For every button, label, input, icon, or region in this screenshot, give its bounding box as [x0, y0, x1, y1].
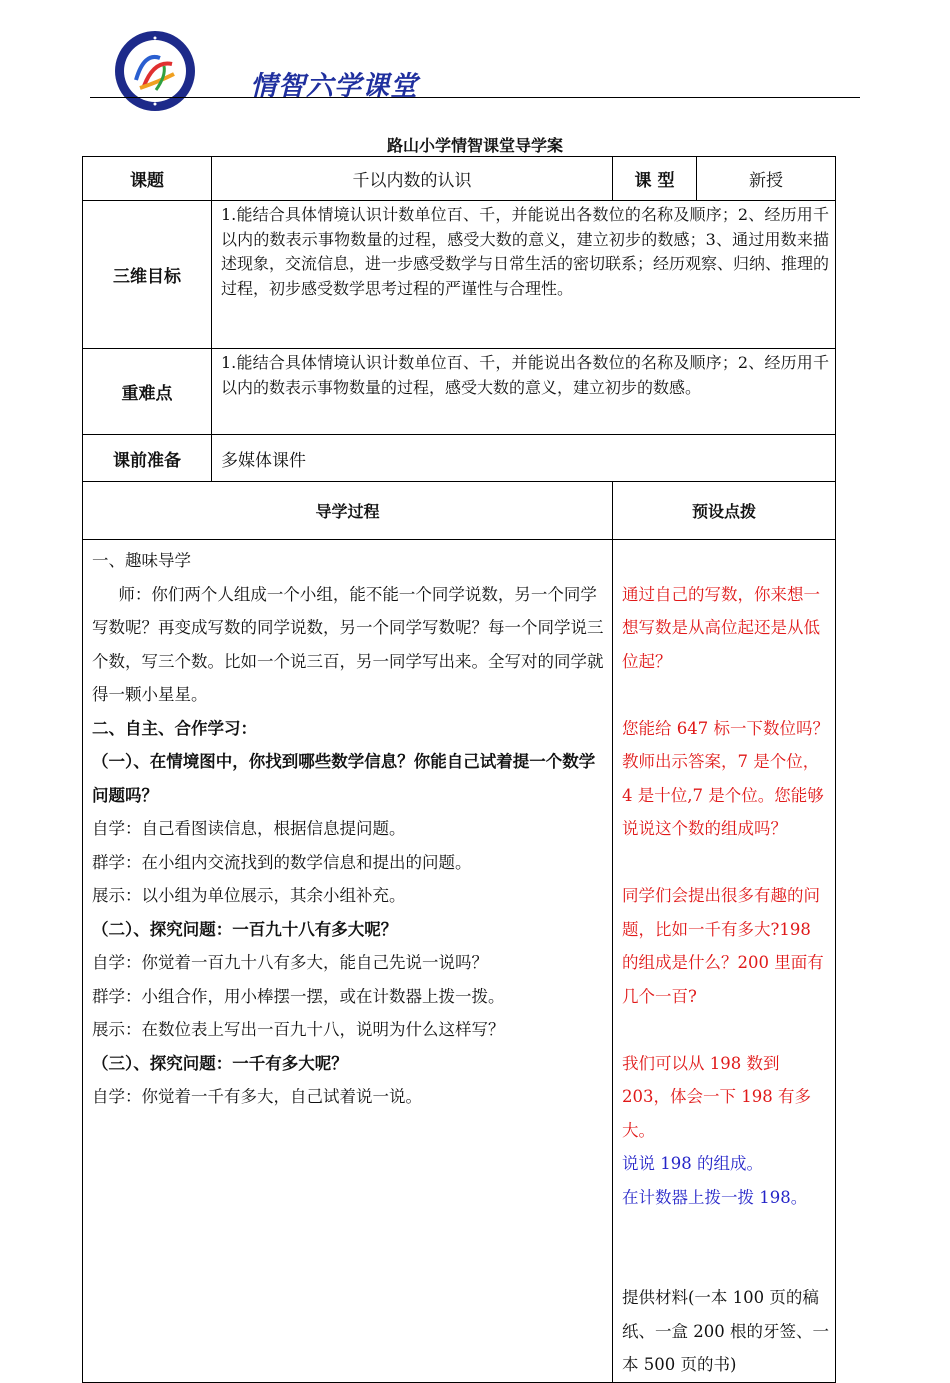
hint-paragraph: 我们可以从 198 数到 203，体会一下 198 有多大。 [622, 1053, 811, 1140]
brand-title: 情智六学课堂 [250, 71, 418, 102]
process-paragraph: 群学：小组合作，用小棒摆一摆，或在计数器上拨一拨。 [92, 986, 505, 1006]
process-paragraph: 展示：以小组为单位展示，其余小组补充。 [92, 886, 406, 905]
process-paragraph: （三）、探究问题：一千有多大呢？ [92, 1053, 348, 1073]
hint-paragraph: 通过自己的写数，你来想一想写数是从高位起还是从低位起？ [622, 584, 820, 671]
hint-paragraph: 您能给 647 标一下数位吗？ [622, 718, 829, 738]
keypoints-text: 1.能结合具体情境认识计数单位百、千，并能说出各数位的名称及顺序；2、经历用千以内的数表示事物数量的过程，感受大数的意义，建立初步的数感。 [212, 349, 836, 435]
lesson-plan-table [82, 156, 836, 1383]
process-paragraph: 群学：在小组内交流找到的数学信息和提出的问题。 [92, 852, 472, 872]
type-value: 新授 [697, 157, 836, 201]
goals-label: 三维目标 [83, 201, 212, 349]
goals-text: 1.能结合具体情境认识计数单位百、千，并能说出各数位的名称及顺序；2、经历用千以内的数表示事物数量的过程，感受大数的意义，建立初步的数感；3、通过用数来描述现象，交流信息，进一步感受数学与日常生活的密切联系；经历观察、归纳、推理的过程，初步感受数学思考过程的严谨性与合理性。 [212, 201, 836, 349]
hint-paragraph: 教师出示答案，7 是个位，4 是十位,7 是个位。您能够说说这个数的组成吗？ [622, 752, 824, 838]
hint-spacer [622, 544, 829, 578]
process-paragraph: 二、自主、合作学习： [92, 718, 257, 738]
hint-paragraph: 在计数器上拨一拨 198。 [622, 1187, 808, 1207]
hint-spacer [622, 846, 829, 880]
document-title: 路山小学情智课堂导学案 [386, 136, 563, 155]
hint-spacer [622, 678, 829, 712]
hint-paragraph: 同学们会提出很多有趣的问题，比如一千有多大?198 的组成是什么？200 里面有几个一百? [622, 886, 824, 1006]
topic-value: 千以内数的认识 [212, 157, 613, 201]
type-label: 课 型 [613, 157, 697, 201]
process-paragraph: 展示：在数位表上写出一百九十八，说明为什么这样写？ [92, 1020, 505, 1039]
process-content [83, 540, 613, 1383]
process-paragraph: （一）、在情境图中，你找到哪些数学信息？你能自己试着提一个数学问题吗？ [92, 752, 596, 805]
keypoints-label: 重难点 [83, 349, 212, 435]
process-paragraph: 自学：你觉着一百九十八有多大，能自己先说一说吗？ [92, 953, 488, 972]
prep-value: 多媒体课件 [212, 435, 836, 482]
header-divider [90, 97, 860, 98]
process-column-header: 导学过程 [83, 482, 613, 540]
hint-paragraph: 说说 198 的组成。 [622, 1154, 763, 1173]
process-paragraph: 师：你们两个人组成一个小组，能不能一个同学说数，另一个同学写数呢？再变成写数的同学说数，另一个同学写数呢？每一个同学说三个数，写三个数。比如一个说三百，另一同学写出来。全写对的同学就得一颗小星星。 [92, 584, 604, 704]
hint-spacer [622, 1214, 829, 1248]
process-paragraph: 自学：自己看图读信息，根据信息提问题。 [92, 819, 406, 838]
prep-label: 课前准备 [83, 435, 212, 482]
topic-label: 课题 [83, 157, 212, 201]
process-paragraph: 一、趣味导学 [92, 551, 191, 570]
process-paragraph: （二）、探究问题：一百九十八有多大呢？ [92, 919, 398, 939]
hint-spacer [622, 1248, 829, 1282]
process-paragraph: 自学：你觉着一千有多大，自己试着说一说。 [92, 1087, 422, 1106]
hints-content [613, 540, 836, 1383]
school-logo [114, 30, 196, 112]
hint-spacer [622, 1013, 829, 1047]
hint-paragraph: 提供材料(一本 100 页的稿纸、一盒 200 根的牙签、一本 500 页的书) [622, 1288, 829, 1374]
hints-column-header: 预设点拨 [613, 482, 836, 540]
